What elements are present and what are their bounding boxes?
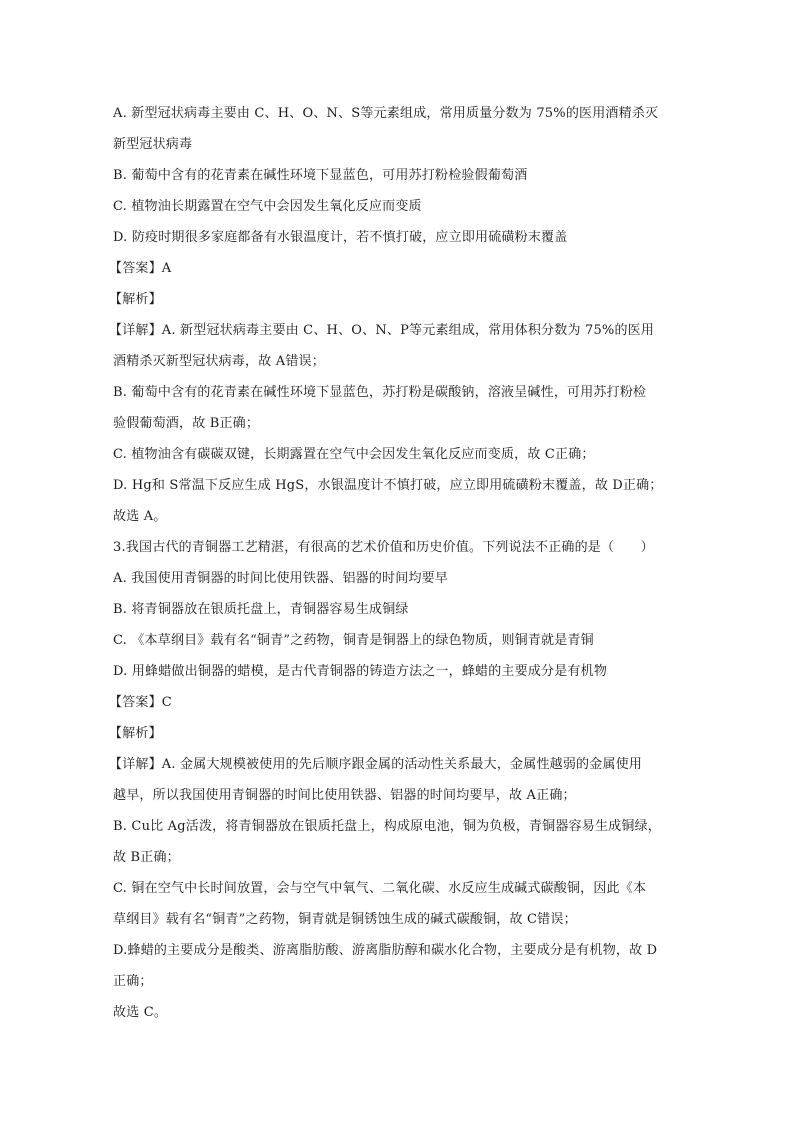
q3-detail-line5: C. 铜在空气中长时间放置，会与空气中氧气、二氧化碳、水反应生成碱式碳酸铜，因此《本 bbox=[113, 881, 647, 896]
q3-analysis-tag: 【解析】 bbox=[109, 726, 162, 741]
q2-detail-line6: D. Hg和 S常温下反应生成 HgS，水银温度计不慎打破，应立即用硫磺粉末覆盖，故 D正确； bbox=[113, 478, 663, 493]
document-page bbox=[109, 98, 683, 1028]
q2-analysis-tag: 【解析】 bbox=[109, 292, 162, 307]
q2-detail-line2: 酒精杀灭新型冠状病毒，故 A错误； bbox=[113, 354, 325, 369]
q2-detail-line3: B. 葡萄中含有的花青素在碱性环境下显蓝色，苏打粉是碳酸钠，溶液呈碱性，可用苏打粉检 bbox=[113, 385, 647, 400]
q3-answer: 【答案】C bbox=[109, 695, 172, 710]
q2-option-b: B. 葡萄中含有的花青素在碱性环境下显蓝色，可用苏打粉检验假葡萄酒 bbox=[113, 168, 528, 183]
q3-conclusion: 故选 C。 bbox=[113, 1005, 168, 1020]
q3-option-d: D. 用蜂蜡做出铜器的蜡模，是古代青铜器的铸造方法之一，蜂蜡的主要成分是有机物 bbox=[113, 664, 608, 679]
q2-option-c: C. 植物油长期露置在空气中会因发生氧化反应而变质 bbox=[113, 199, 422, 214]
q2-conclusion: 故选 A。 bbox=[113, 509, 167, 524]
q2-option-a-line2: 新型冠状病毒 bbox=[113, 137, 193, 152]
q3-detail-line2: 越早，所以我国使用青铜器的时间比使用铁器、铝器的时间均要早，故 A正确； bbox=[113, 788, 576, 803]
q3-detail-line8: 正确； bbox=[113, 974, 153, 989]
q3-detail-line6: 草纲目》载有名“铜青”之药物，铜青就是铜锈蚀生成的碱式碳酸铜，故 C错误； bbox=[113, 912, 577, 927]
q3-detail-line3: B. Cu比 Ag活泼，将青铜器放在银质托盘上，构成原电池，铜为负极，青铜器容易生成铜绿， bbox=[113, 819, 661, 834]
q2-option-d: D. 防疫时期很多家庭都备有水银温度计，若不慎打破，应立即用硫磺粉末覆盖 bbox=[113, 230, 568, 245]
q3-option-b: B. 将青铜器放在银质托盘上，青铜器容易生成铜绿 bbox=[113, 602, 409, 617]
q3-detail-line1: 【详解】A. 金属大规模被使用的先后顺序跟金属的活动性关系最大，金属性越弱的金属使用 bbox=[109, 757, 643, 772]
q2-detail-line1: 【详解】A. 新型冠状病毒主要由 C、H、O、N、P等元素组成，常用体积分数为 75%的医用 bbox=[109, 323, 655, 338]
q2-option-a-line1: A. 新型冠状病毒主要由 C、H、O、N、S等元素组成，常用质量分数为 75%的医用酒精杀灭 bbox=[113, 106, 659, 121]
q2-answer: 【答案】A bbox=[109, 261, 172, 276]
q2-detail-line5: C. 植物油含有碳碳双键，长期露置在空气中会因发生氧化反应而变质，故 C正确； bbox=[113, 447, 595, 462]
q3-option-a: A. 我国使用青铜器的时间比使用铁器、铝器的时间均要早 bbox=[113, 571, 449, 586]
q3-stem: 3.我国古代的青铜器工艺精湛，有很高的艺术价值和历史价值。下列说法不正确的是（ ） bbox=[113, 540, 654, 555]
q3-option-c: C. 《本草纲目》载有名“铜青”之药物，铜青是铜器上的绿色物质，则铜青就是青铜 bbox=[113, 633, 594, 648]
q3-detail-line7: D.蜂蜡的主要成分是酸类、游离脂肪酸、游离脂肪醇和碳水化合物，主要成分是有机物，故 D bbox=[113, 943, 658, 958]
q3-detail-line4: 故 B正确； bbox=[113, 850, 180, 865]
q2-detail-line4: 验假葡萄酒，故 B正确； bbox=[113, 416, 260, 431]
